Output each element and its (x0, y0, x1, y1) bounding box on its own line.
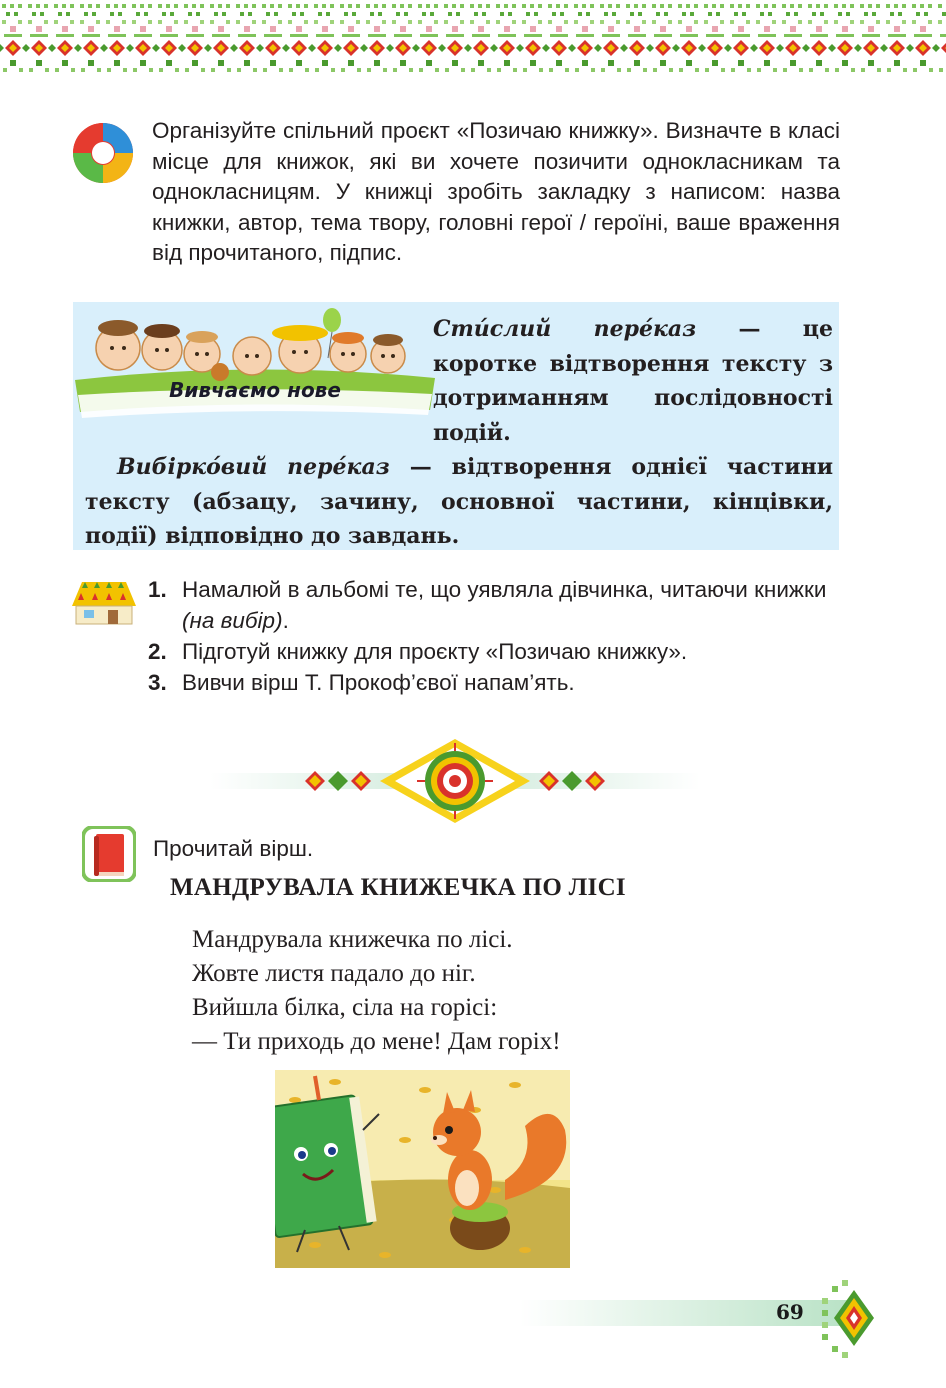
homework-item (148, 636, 848, 667)
homework-text: Підготуй книжку для проєкту «Позичаю книжку». (182, 639, 688, 664)
homework-number: 1. (148, 577, 167, 602)
new-topic-label: Вивчаємо нове (169, 378, 341, 402)
homework-end: . (282, 608, 289, 633)
homework-text: Намалюй в альбомі те, що уявляла дівчинка, читаючи книжки (182, 577, 827, 602)
homework-number: 2. (148, 639, 167, 664)
term-brief-retelling: Сти́слий пере́каз (433, 316, 697, 342)
term-selective-retelling: Вибірко́вий пере́каз (117, 454, 390, 480)
definition-brief-retelling (433, 312, 833, 450)
book-icon (82, 826, 136, 882)
poem-line: Мандрувала книжечка по лісі. (192, 926, 513, 953)
homework-number: 3. (148, 670, 167, 695)
homework-note: (на вибір) (182, 608, 283, 633)
read-instruction: Прочитай вірш. (153, 836, 314, 861)
corner-ornament (820, 1278, 880, 1358)
definition-selective-text: — відтворення однієї частини тексту (абзацу, зачину, основної частини, кінцівки, події) відповідно до завдань. (85, 454, 834, 549)
book-and-squirrel-illustration (275, 1070, 570, 1268)
definition-brief-text: — це коротке відтворення тексту з дотриманням послідовності подій. (433, 316, 833, 446)
poem-line: Жовте листя падало до ніг. (192, 960, 476, 987)
poem-line: — Ти приходь до мене! Дам горіх! (192, 1028, 561, 1055)
house-icon (68, 578, 140, 626)
project-task-text: Організуйте спільний проєкт «Позичаю книжку». Визначте в класі місце для книжок, які ви хочете позичити однокласникам та однокласницям. У книжці зробіть закладку з написом: назва книжки, автор, тема твору, головні герої / героїні, ваше враження від прочитаного, підпис. (152, 118, 840, 265)
color-ring-icon (70, 120, 136, 186)
poem-line: Вийшла білка, сіла на горісі: (192, 994, 498, 1021)
top-ornament (0, 0, 946, 95)
homework-text: Вивчи вірш Т. Прокоф’євої напам’ять. (182, 670, 575, 695)
homework-item (148, 667, 848, 698)
kids-illustration (70, 300, 440, 430)
definition-selective-retelling (85, 450, 833, 554)
homework-item (148, 574, 848, 636)
page-number: 69 (776, 1300, 804, 1324)
poem (192, 923, 561, 1059)
divider-ornament (210, 735, 700, 827)
homework-list (148, 574, 848, 698)
poem-title: МАНДРУВАЛА КНИЖЕЧКА ПО ЛІСІ (170, 874, 626, 901)
